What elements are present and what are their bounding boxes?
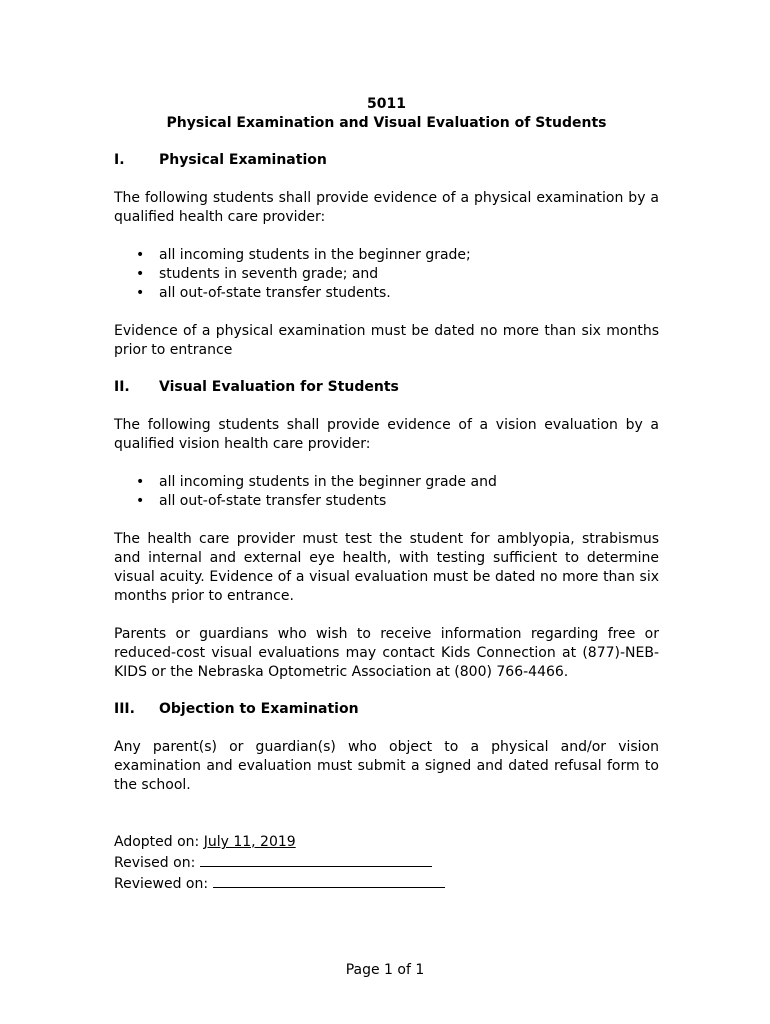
body-paragraph: Parents or guardians who wish to receive information regarding free or reduced-cost visual evaluations may contact Kids Connection at (877)-NEB-KIDS or the Nebraska Optometric Association at (800) 766-4466. (114, 626, 659, 680)
revised-date-blank (200, 852, 432, 867)
body-paragraph: The health care provider must test the student for amblyopia, strabismus and internal and external eye health, with testing sufficient to determine visual acuity. Evidence of a visual evaluation must be dated no more than six months prior to entrance. (114, 531, 659, 604)
list-item: • all incoming students in the beginner grade; (114, 246, 659, 265)
bullet-list (114, 473, 659, 511)
body-paragraph: Any parent(s) or guardian(s) who object to a physical and/or vision examination and evaluation must submit a signed and dated refusal form to the school. (114, 739, 659, 793)
adopted-label: Adopted on: (114, 834, 200, 850)
section-title: Visual Evaluation for Students (159, 379, 399, 395)
adopted-line (114, 833, 659, 852)
section-number: II. (114, 379, 130, 395)
page-footer: Page 1 of 1 (345, 962, 425, 978)
policy-number: 5011 (367, 96, 406, 112)
reviewed-date-blank (213, 873, 445, 888)
body-paragraph: Evidence of a physical examination must be dated no more than six months prior to entrance (114, 323, 659, 358)
reviewed-line (114, 873, 659, 894)
list-item: • students in seventh grade; and (114, 265, 659, 284)
list-item: • all out-of-state transfer students. (114, 284, 659, 303)
section-number: III. (114, 701, 135, 717)
section-title: Objection to Examination (159, 701, 359, 717)
adopted-date: July 11, 2019 (203, 834, 296, 850)
revised-line (114, 852, 659, 873)
reviewed-label: Reviewed on: (114, 876, 209, 892)
list-item: • all out-of-state transfer students (114, 492, 659, 511)
document-page (114, 95, 659, 894)
section-title: Physical Examination (159, 152, 327, 168)
document-title: Physical Examination and Visual Evaluation of Students (166, 115, 607, 131)
list-item: • all incoming students in the beginner grade and (114, 473, 659, 492)
section-intro: The following students shall provide evidence of a vision evaluation by a qualified vision health care provider: (114, 417, 659, 452)
revised-label: Revised on: (114, 855, 196, 871)
section-heading-physical-examination (114, 151, 659, 170)
section-heading-objection (114, 700, 659, 719)
bullet-list (114, 246, 659, 303)
section-intro: The following students shall provide evidence of a physical examination by a qualified health care provider: (114, 190, 659, 225)
section-heading-visual-evaluation (114, 378, 659, 397)
section-number: I. (114, 152, 125, 168)
